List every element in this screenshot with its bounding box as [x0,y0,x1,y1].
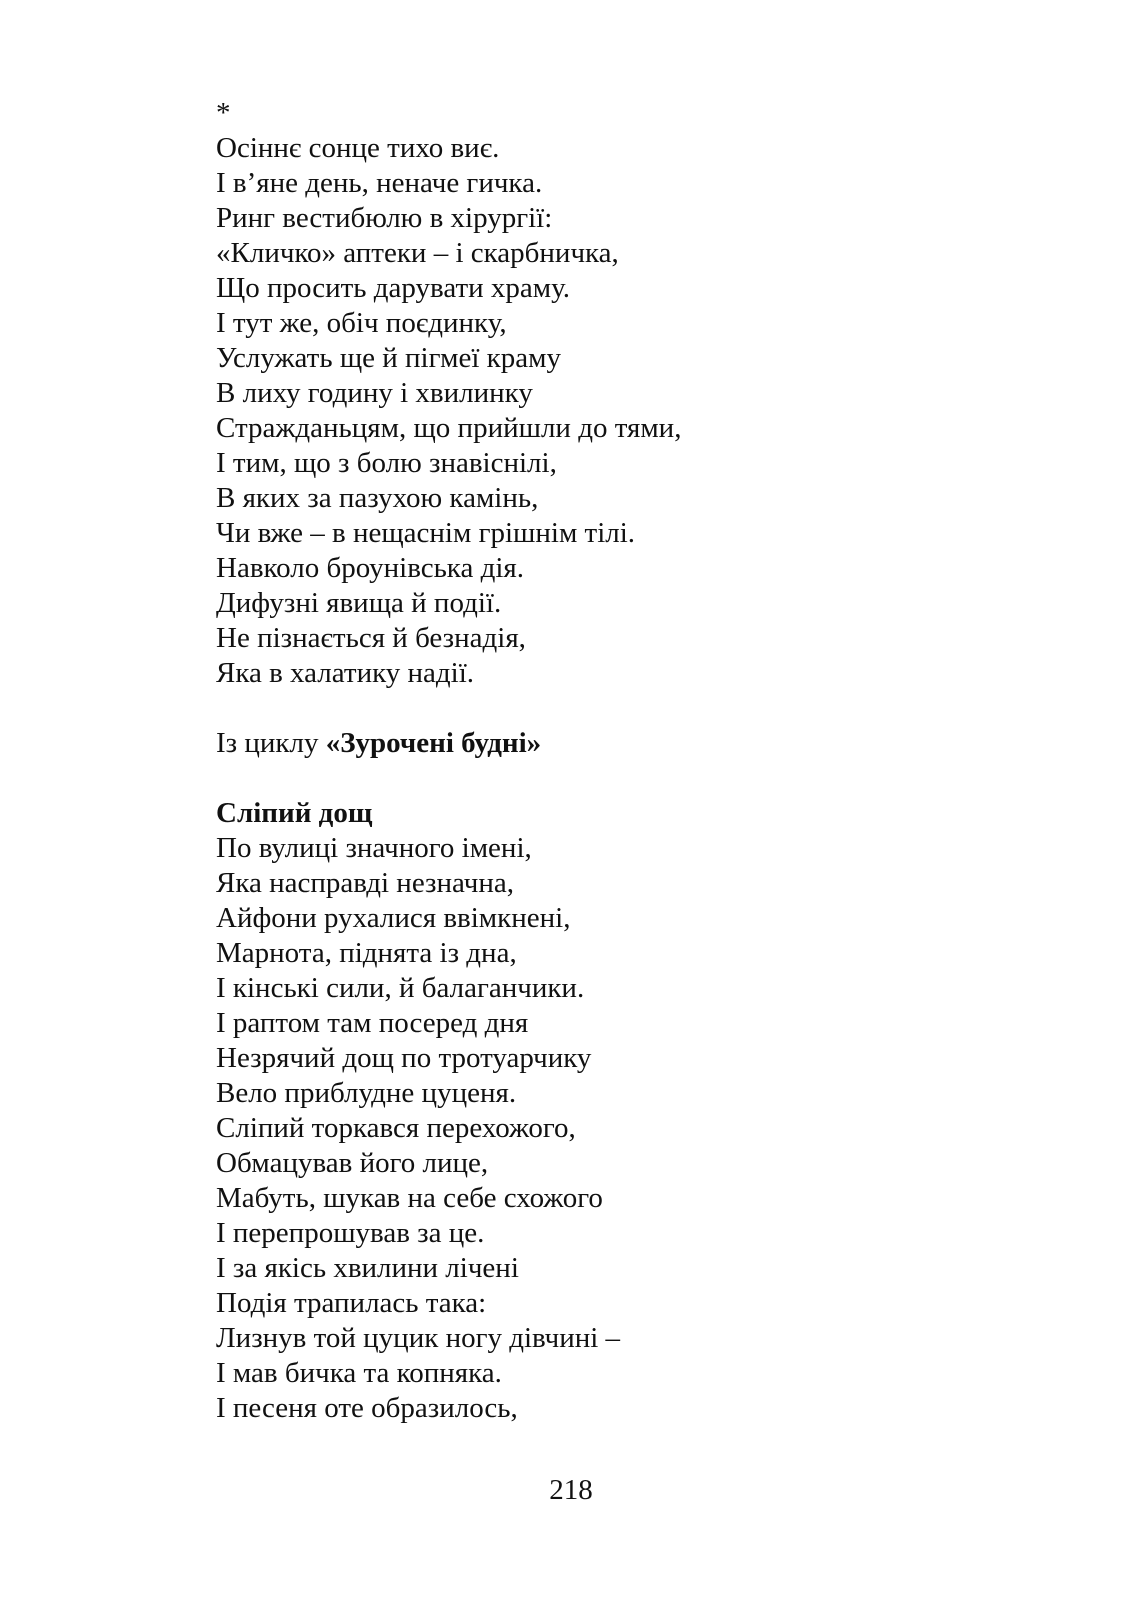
poem-line: Ринг вестибюлю в хірургії: [216,202,553,234]
poem-line: І мав бичка та копняка. [216,1357,502,1389]
page-number: 218 [549,1474,593,1506]
poem-line: В лиху годину і хвилинку [216,377,533,409]
poem-line: По вулиці значного імені, [216,832,532,864]
blank-line [216,761,1076,796]
poem-line: Незрячий дощ по тротуарчику [216,1042,592,1074]
poem-body [216,831,1076,1426]
poem-line: І кінські сили, й балаганчики. [216,972,585,1004]
poem-line: Сліпий торкався перехожого, [216,1112,576,1144]
poem-line: Не пізнається й безнадія, [216,622,526,654]
page-content [216,96,1076,1426]
poem-line: Яка насправді незначна, [216,867,514,899]
cycle-heading [216,726,1076,761]
poem-title: Сліпий дощ [216,797,373,829]
poem-line: Лизнув той цуцик ногу дівчині – [216,1322,621,1354]
cycle-title: «Зурочені будні» [325,727,542,759]
section-marker: * [216,97,231,129]
poem-line: І в’яне день, неначе гичка. [216,167,543,199]
poem-line: Що просить дарувати храму. [216,272,570,304]
poem-line: Вело приблудне цуценя. [216,1077,517,1109]
poem-line: І песеня оте образилось, [216,1392,518,1424]
poem-line: Марнота, піднята із дна, [216,937,517,969]
poem-line: Мабуть, шукав на себе схожого [216,1182,603,1214]
poem-line: Стражданьцям, що прийшли до тями, [216,412,682,444]
poem-line: І тим, що з болю знавіснілі, [216,447,557,479]
poem-line: Подія трапилась така: [216,1287,487,1319]
poem-line: «Кличко» аптеки – і скарбничка, [216,237,619,269]
poem-stanza-1 [216,131,1076,691]
cycle-prefix: Із циклу [216,727,326,759]
poem-line: Услужать ще й пігмеї краму [216,342,561,374]
poem-line: В яких за пазухою камінь, [216,482,539,514]
blank-line [216,691,1076,726]
poem-line: Осіннє сонце тихо виє. [216,132,500,164]
poem-line: І перепрошував за це. [216,1217,485,1249]
poem-line: І за якісь хвилини лічені [216,1252,519,1284]
poem-line: Дифузні явища й події. [216,587,502,619]
poem-line: І раптом там посеред дня [216,1007,529,1039]
poem-line: Айфони рухалися ввімкнені, [216,902,571,934]
poem-line: Обмацував його лице, [216,1147,489,1179]
poem-line: Чи вже – в нещаснім грішнім тілі. [216,517,636,549]
poem-line: І тут же, обіч поєдинку, [216,307,507,339]
poem-line: Яка в халатику надії. [216,657,475,689]
poem-line: Навколо броунівська дія. [216,552,524,584]
